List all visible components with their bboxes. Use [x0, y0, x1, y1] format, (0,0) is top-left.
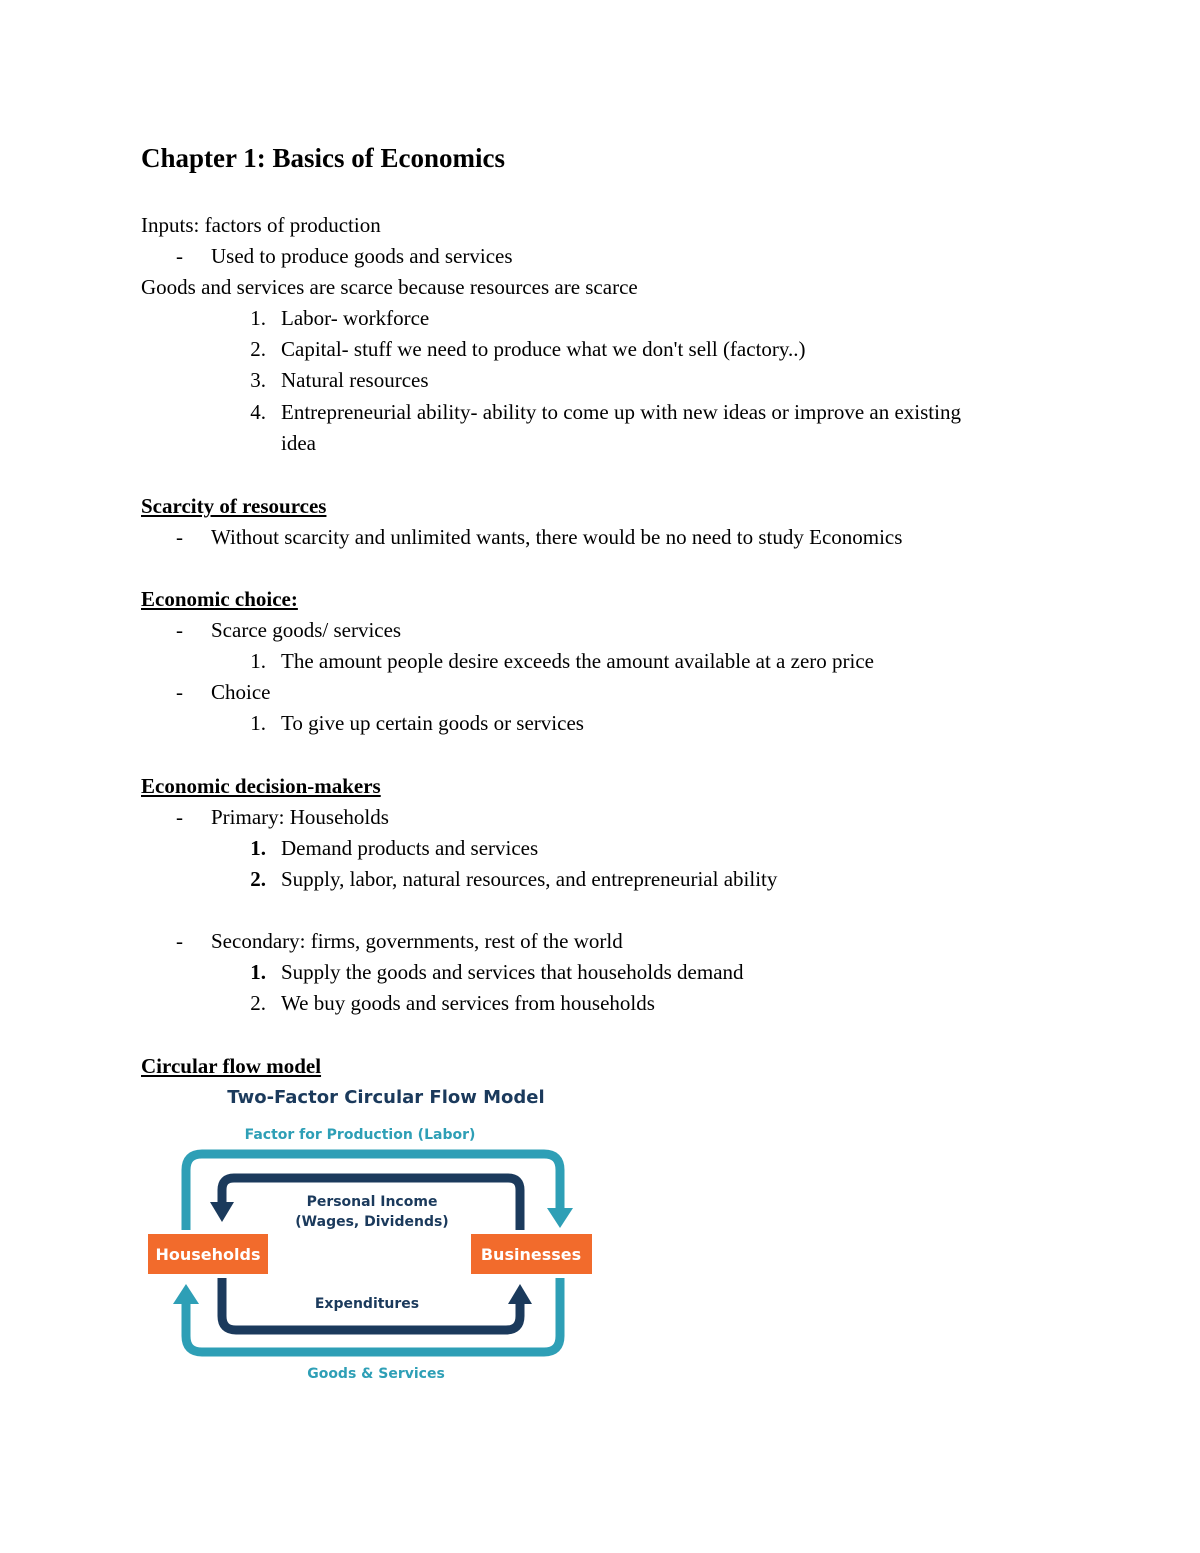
list-number: 3. — [250, 368, 266, 392]
chapter-title: Chapter 1: Basics of Economics — [141, 143, 505, 173]
choice-heading: Economic choice: — [141, 587, 298, 611]
circular-flow-diagram — [140, 1078, 610, 1390]
businesses-label: Businesses — [480, 1245, 582, 1264]
circular-flow-svg — [140, 1078, 610, 1390]
choice-scarce-sub: The amount people desire exceeds the amount available at a zero price — [281, 649, 874, 673]
secondary-sub-supply: Supply the goods and services that households demand — [281, 960, 744, 984]
list-number: 1. — [250, 960, 266, 984]
bullet-dash: - — [176, 805, 183, 829]
scarce-line: Goods and services are scarce because resources are scarce — [141, 275, 638, 299]
scarcity-bullet: Without scarcity and unlimited wants, there would be no need to study Economics — [211, 525, 903, 549]
expenditures-label: Expenditures — [314, 1296, 420, 1312]
arrowhead-down-icon — [547, 1208, 573, 1228]
list-number: 1. — [250, 649, 266, 673]
top-flow-label: Factor for Production (Labor) — [244, 1127, 476, 1143]
list-number: 2. — [250, 991, 266, 1015]
factor-labor: Labor- workforce — [281, 306, 430, 330]
wages-dividends-label: (Wages, Dividends) — [295, 1214, 449, 1230]
choice-scarce-goods: Scarce goods/ services — [211, 618, 402, 642]
outer-bottom-arrow — [186, 1278, 560, 1352]
arrowhead-down-icon — [210, 1202, 234, 1222]
inputs-line: Inputs: factors of production — [141, 213, 381, 237]
list-number: 4. — [250, 400, 266, 424]
diagram-title: Two-Factor Circular Flow Model — [227, 1087, 545, 1108]
primary-households: Primary: Households — [211, 805, 389, 829]
bullet-dash: - — [176, 929, 183, 953]
list-number: 1. — [250, 711, 266, 735]
choice-choice: Choice — [211, 680, 271, 704]
list-number: 1. — [250, 836, 266, 860]
secondary-sub-buy: We buy goods and services from households — [281, 991, 655, 1015]
bullet-dash: - — [176, 680, 183, 704]
bullet-dash: - — [176, 618, 183, 642]
list-number: 2. — [250, 867, 266, 891]
scarcity-heading: Scarcity of resources — [141, 494, 327, 518]
bullet-dash: - — [176, 244, 183, 268]
households-label: Households — [155, 1245, 261, 1264]
factor-capital: Capital- stuff we need to produce what we don't sell (factory..) — [281, 337, 806, 361]
primary-sub-demand: Demand products and services — [281, 836, 539, 860]
circular-flow-heading: Circular flow model — [141, 1054, 322, 1078]
decision-makers-heading: Economic decision-makers — [141, 774, 381, 798]
factor-natural-resources: Natural resources — [281, 368, 429, 392]
factor-entrepreneurial: Entrepreneurial ability- ability to come up with new ideas or improve an existing — [281, 400, 961, 424]
bottom-flow-label: Goods & Services — [307, 1366, 445, 1382]
primary-sub-supply: Supply, labor, natural resources, and entrepreneurial ability — [281, 867, 778, 891]
choice-choice-sub: To give up certain goods or services — [281, 711, 584, 735]
secondary-firms: Secondary: firms, governments, rest of the world — [211, 929, 623, 953]
list-number: 2. — [250, 337, 266, 361]
personal-income-label: Personal Income — [306, 1194, 438, 1210]
inputs-bullet: Used to produce goods and services — [211, 244, 513, 268]
arrowhead-up-icon — [508, 1284, 532, 1304]
bullet-dash: - — [176, 525, 183, 549]
arrowhead-up-icon — [173, 1284, 199, 1304]
factor-entrepreneurial-cont: idea — [281, 431, 316, 455]
list-number: 1. — [250, 306, 266, 330]
